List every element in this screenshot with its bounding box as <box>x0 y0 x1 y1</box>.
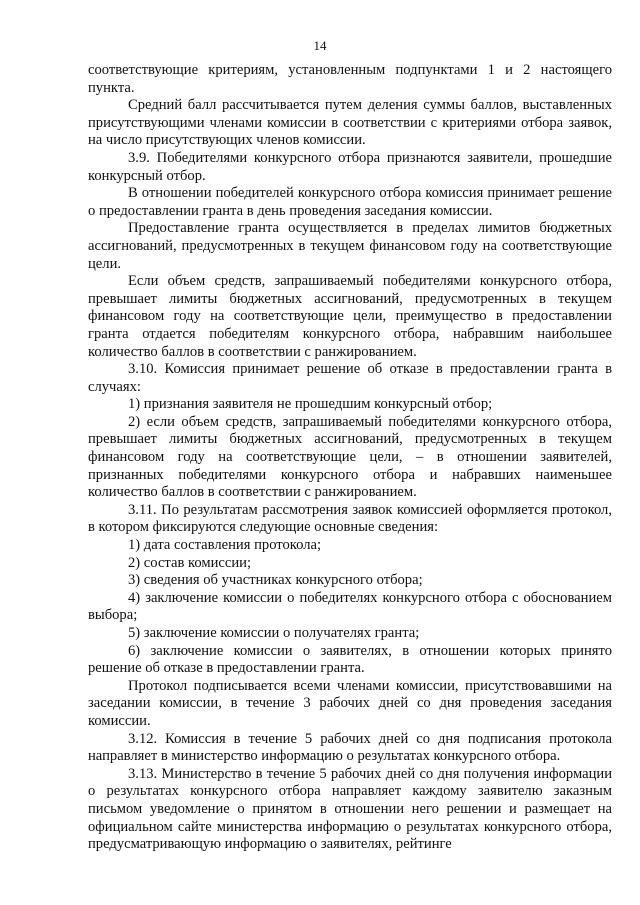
paragraph-3-12: 3.12. Комиссия в течение 5 рабочих дней со дня подписания протокола направляет в министерство информацию о результатах конкурсного отбора. <box>88 730 612 765</box>
paragraph-protocol-signing: Протокол подписывается всеми членами комиссии, присутствовавшими на заседании комиссии, в течение 3 рабочих дней со дня проведения заседания комиссии. <box>88 677 612 729</box>
list-item-3-10-1: 1) признания заявителя не прошедшим конкурсный отбор; <box>128 396 493 413</box>
paragraph-average-score: Средний балл рассчитывается путем деления суммы баллов, выставленных присутствующими членами комиссии в соответствии с критериями отбора заявок, на число присутствующих членов комиссии. <box>88 97 612 149</box>
list-item-3-10-2: 2) если объем средств, запрашиваемый победителями конкурсного отбора, превышает лимиты бюджетных ассигнований, предусмотренных в текущем финансовом году на соответствующие цели, – в отношении заявителей, признанных победителями конкурсного отбора и набравших наименьшее количество баллов в соответствии с ранжированием. <box>88 413 612 501</box>
list-item-3-11-2: 2) состав комиссии; <box>128 554 252 571</box>
paragraph-3-13: 3.13. Министерство в течение 5 рабочих дней со дня получения информации о результатах конкурсного отбора направляет каждому заявителю заказным письмом уведомление о принятом в отношении него решении и размещает на официальном сайте министерства информацию о результатах конкурсного отбора, предусматривающую информацию о заявителях, рейтинге <box>88 765 612 853</box>
paragraph-3-9: 3.9. Победителями конкурсного отбора признаются заявители, прошедшие конкурсный отбор. <box>88 149 612 184</box>
paragraph-3-11: 3.11. По результатам рассмотрения заявок комиссией оформляется протокол, в котором фиксируются следующие основные сведения: <box>88 501 612 536</box>
list-item-3-11-5: 5) заключение комиссии о получателях гранта; <box>128 625 420 641</box>
paragraph-continuation: соответствующие критериям, установленным подпунктами 1 и 2 настоящего пункта. <box>88 62 612 96</box>
document-body <box>88 62 612 854</box>
paragraph-winners-decision: В отношении победителей конкурсного отбора комиссия принимает решение о предоставлении гранта в день проведения заседания комиссии. <box>88 185 612 219</box>
list-item-3-11-4: 4) заключение комиссии о победителях конкурсного отбора с обоснованием выбора; <box>88 589 612 624</box>
paragraph-priority: Если объем средств, запрашиваемый победителями конкурсного отбора, превышает лимиты бюджетных ассигнований, предусмотренных в текущем финансовом году на соответствующие цели, преимущество в предоставлении гранта отдается победителям конкурсного отбора, набравшим наибольшее количество баллов в соответствии с ранжированием. <box>88 273 612 360</box>
list-item-3-11-6: 6) заключение комиссии о заявителях, в отношении которых принято решение об отказе в предоставлении гранта. <box>88 642 612 677</box>
paragraph-3-10: 3.10. Комиссия принимает решение об отказе в предоставлении гранта в случаях: <box>88 361 612 395</box>
list-item-3-11-3: 3) сведения об участниках конкурсного отбора; <box>128 572 423 589</box>
paragraph-grant-limits: Предоставление гранта осуществляется в пределах лимитов бюджетных ассигнований, предусмотренных в текущем финансовом году на соответствующие цели. <box>88 220 612 272</box>
list-item-3-11-1: 1) дата составления протокола; <box>128 537 322 554</box>
page-number: 14 <box>313 38 327 53</box>
